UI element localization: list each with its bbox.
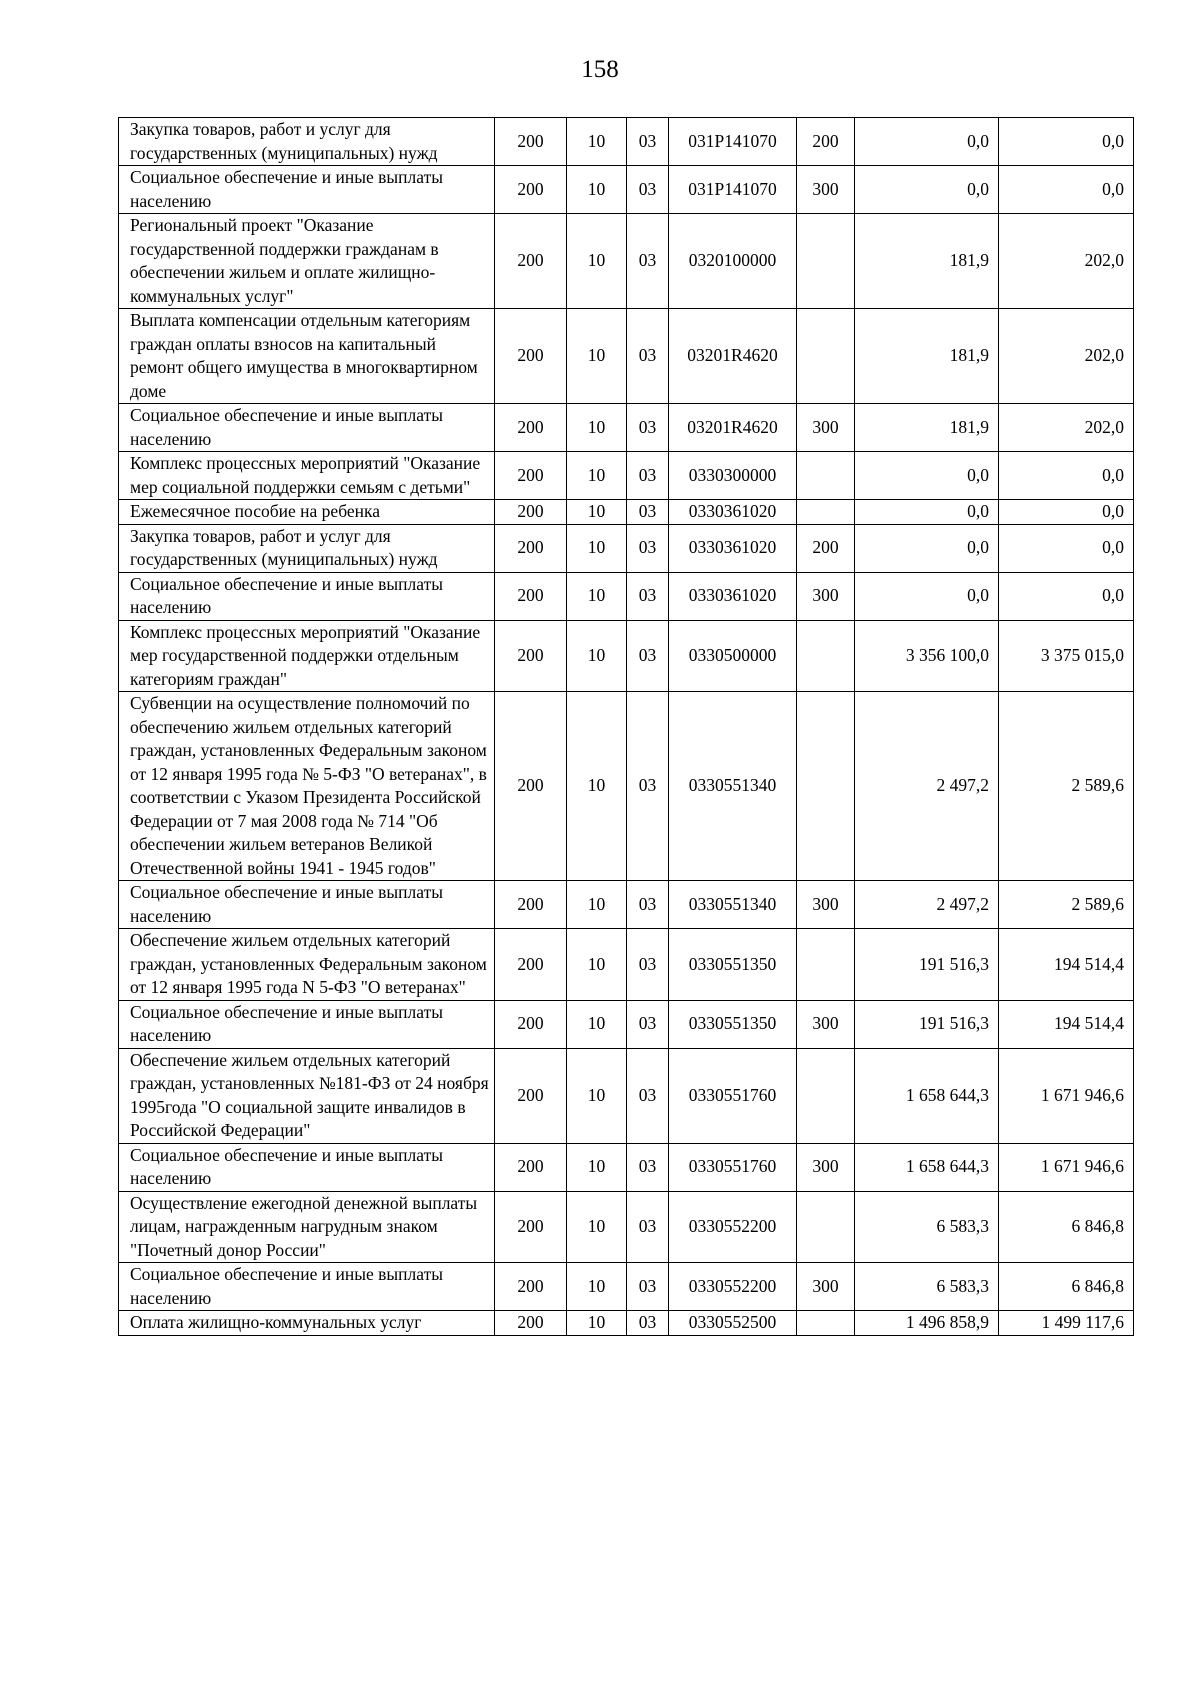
expense-type-code: 200 bbox=[797, 524, 855, 572]
ministry-code: 200 bbox=[495, 620, 567, 692]
subsection-code: 03 bbox=[627, 214, 669, 309]
amount-year-2: 1 499 117,6 bbox=[999, 1311, 1134, 1336]
subsection-code: 03 bbox=[627, 524, 669, 572]
expense-type-code bbox=[797, 1311, 855, 1336]
table-row bbox=[119, 524, 1134, 572]
amount-year-1: 0,0 bbox=[855, 118, 999, 166]
item-name: Обеспечение жильем отдельных категорий граждан, установленных Федеральным законом от 12 января 1995 года N 5-ФЗ "О ветеранах" bbox=[119, 929, 495, 1001]
amount-year-2: 0,0 bbox=[999, 452, 1134, 500]
ministry-code: 200 bbox=[495, 1143, 567, 1191]
table-row bbox=[119, 214, 1134, 309]
section-code: 10 bbox=[567, 1143, 627, 1191]
budget-table bbox=[118, 117, 1134, 1336]
subsection-code: 03 bbox=[627, 1263, 669, 1311]
table-row bbox=[119, 500, 1134, 525]
expense-type-code bbox=[797, 692, 855, 881]
target-article-code: 0330551760 bbox=[669, 1143, 797, 1191]
section-code: 10 bbox=[567, 929, 627, 1001]
amount-year-1: 181,9 bbox=[855, 309, 999, 404]
subsection-code: 03 bbox=[627, 572, 669, 620]
subsection-code: 03 bbox=[627, 1143, 669, 1191]
amount-year-1: 6 583,3 bbox=[855, 1263, 999, 1311]
target-article-code: 0330361020 bbox=[669, 500, 797, 525]
amount-year-1: 191 516,3 bbox=[855, 1000, 999, 1048]
target-article-code: 03201R4620 bbox=[669, 404, 797, 452]
subsection-code: 03 bbox=[627, 881, 669, 929]
item-name: Оплата жилищно-коммунальных услуг bbox=[119, 1311, 495, 1336]
table-row bbox=[119, 118, 1134, 166]
subsection-code: 03 bbox=[627, 309, 669, 404]
target-article-code: 031P141070 bbox=[669, 118, 797, 166]
amount-year-2: 1 671 946,6 bbox=[999, 1048, 1134, 1143]
table-row bbox=[119, 1143, 1134, 1191]
subsection-code: 03 bbox=[627, 166, 669, 214]
amount-year-1: 0,0 bbox=[855, 166, 999, 214]
amount-year-1: 0,0 bbox=[855, 452, 999, 500]
amount-year-1: 1 496 858,9 bbox=[855, 1311, 999, 1336]
amount-year-1: 191 516,3 bbox=[855, 929, 999, 1001]
ministry-code: 200 bbox=[495, 692, 567, 881]
ministry-code: 200 bbox=[495, 214, 567, 309]
expense-type-code: 300 bbox=[797, 572, 855, 620]
expense-type-code: 200 bbox=[797, 118, 855, 166]
section-code: 10 bbox=[567, 214, 627, 309]
table-row bbox=[119, 1263, 1134, 1311]
expense-type-code: 300 bbox=[797, 881, 855, 929]
amount-year-1: 3 356 100,0 bbox=[855, 620, 999, 692]
target-article-code: 031P141070 bbox=[669, 166, 797, 214]
amount-year-1: 1 658 644,3 bbox=[855, 1048, 999, 1143]
item-name: Комплекс процессных мероприятий "Оказание мер государственной поддержки отдельным категориям граждан" bbox=[119, 620, 495, 692]
target-article-code: 0330361020 bbox=[669, 572, 797, 620]
amount-year-1: 0,0 bbox=[855, 572, 999, 620]
table-row bbox=[119, 1000, 1134, 1048]
ministry-code: 200 bbox=[495, 500, 567, 525]
ministry-code: 200 bbox=[495, 404, 567, 452]
amount-year-2: 1 671 946,6 bbox=[999, 1143, 1134, 1191]
target-article-code: 0330552200 bbox=[669, 1263, 797, 1311]
ministry-code: 200 bbox=[495, 1311, 567, 1336]
amount-year-1: 1 658 644,3 bbox=[855, 1143, 999, 1191]
section-code: 10 bbox=[567, 881, 627, 929]
item-name: Социальное обеспечение и иные выплаты населению bbox=[119, 572, 495, 620]
amount-year-2: 202,0 bbox=[999, 404, 1134, 452]
table-row bbox=[119, 1191, 1134, 1263]
amount-year-2: 2 589,6 bbox=[999, 692, 1134, 881]
amount-year-2: 194 514,4 bbox=[999, 1000, 1134, 1048]
subsection-code: 03 bbox=[627, 620, 669, 692]
item-name: Закупка товаров, работ и услуг для государственных (муниципальных) нужд bbox=[119, 524, 495, 572]
item-name: Субвенции на осуществление полномочий по обеспечению жильем отдельных категорий граждан, установленных Федеральным законом от 12 января 1995 года № 5-ФЗ "О ветеранах", в соответствии с Указом Президента Российской Федерации от 7 мая 2008 года № 714 "Об обеспечении жильем ветеранов Великой Отечественной войны 1941 - 1945 годов" bbox=[119, 692, 495, 881]
subsection-code: 03 bbox=[627, 500, 669, 525]
subsection-code: 03 bbox=[627, 1191, 669, 1263]
ministry-code: 200 bbox=[495, 1263, 567, 1311]
amount-year-2: 2 589,6 bbox=[999, 881, 1134, 929]
section-code: 10 bbox=[567, 524, 627, 572]
subsection-code: 03 bbox=[627, 118, 669, 166]
amount-year-2: 6 846,8 bbox=[999, 1191, 1134, 1263]
amount-year-1: 2 497,2 bbox=[855, 881, 999, 929]
target-article-code: 03201R4620 bbox=[669, 309, 797, 404]
target-article-code: 0330552500 bbox=[669, 1311, 797, 1336]
table-row bbox=[119, 572, 1134, 620]
expense-type-code bbox=[797, 452, 855, 500]
amount-year-2: 0,0 bbox=[999, 118, 1134, 166]
item-name: Социальное обеспечение и иные выплаты населению bbox=[119, 166, 495, 214]
ministry-code: 200 bbox=[495, 572, 567, 620]
target-article-code: 0320100000 bbox=[669, 214, 797, 309]
ministry-code: 200 bbox=[495, 1048, 567, 1143]
table-row bbox=[119, 166, 1134, 214]
subsection-code: 03 bbox=[627, 404, 669, 452]
page-number: 158 bbox=[581, 56, 619, 83]
amount-year-1: 181,9 bbox=[855, 214, 999, 309]
section-code: 10 bbox=[567, 1191, 627, 1263]
table-row bbox=[119, 1311, 1134, 1336]
table-row bbox=[119, 452, 1134, 500]
table-row bbox=[119, 692, 1134, 881]
expense-type-code bbox=[797, 500, 855, 525]
amount-year-1: 0,0 bbox=[855, 500, 999, 525]
item-name: Социальное обеспечение и иные выплаты населению bbox=[119, 404, 495, 452]
amount-year-2: 194 514,4 bbox=[999, 929, 1134, 1001]
subsection-code: 03 bbox=[627, 1000, 669, 1048]
table-row bbox=[119, 881, 1134, 929]
item-name: Региональный проект "Оказание государственной поддержки гражданам в обеспечении жильем и оплате жилищно-коммунальных услуг" bbox=[119, 214, 495, 309]
ministry-code: 200 bbox=[495, 452, 567, 500]
section-code: 10 bbox=[567, 1000, 627, 1048]
target-article-code: 0330551760 bbox=[669, 1048, 797, 1143]
ministry-code: 200 bbox=[495, 881, 567, 929]
subsection-code: 03 bbox=[627, 929, 669, 1001]
table-row bbox=[119, 404, 1134, 452]
section-code: 10 bbox=[567, 620, 627, 692]
subsection-code: 03 bbox=[627, 1048, 669, 1143]
amount-year-2: 202,0 bbox=[999, 309, 1134, 404]
item-name: Социальное обеспечение и иные выплаты населению bbox=[119, 881, 495, 929]
expense-type-code: 300 bbox=[797, 166, 855, 214]
item-name: Социальное обеспечение и иные выплаты населению bbox=[119, 1263, 495, 1311]
section-code: 10 bbox=[567, 500, 627, 525]
target-article-code: 0330552200 bbox=[669, 1191, 797, 1263]
ministry-code: 200 bbox=[495, 118, 567, 166]
section-code: 10 bbox=[567, 1048, 627, 1143]
ministry-code: 200 bbox=[495, 1191, 567, 1263]
item-name: Социальное обеспечение и иные выплаты населению bbox=[119, 1143, 495, 1191]
target-article-code: 0330300000 bbox=[669, 452, 797, 500]
table-row bbox=[119, 929, 1134, 1001]
amount-year-2: 202,0 bbox=[999, 214, 1134, 309]
item-name: Ежемесячное пособие на ребенка bbox=[119, 500, 495, 525]
section-code: 10 bbox=[567, 309, 627, 404]
table-row bbox=[119, 1048, 1134, 1143]
subsection-code: 03 bbox=[627, 692, 669, 881]
amount-year-1: 181,9 bbox=[855, 404, 999, 452]
amount-year-2: 6 846,8 bbox=[999, 1263, 1134, 1311]
ministry-code: 200 bbox=[495, 1000, 567, 1048]
expense-type-code: 300 bbox=[797, 1000, 855, 1048]
target-article-code: 0330361020 bbox=[669, 524, 797, 572]
item-name: Социальное обеспечение и иные выплаты населению bbox=[119, 1000, 495, 1048]
amount-year-1: 6 583,3 bbox=[855, 1191, 999, 1263]
section-code: 10 bbox=[567, 1263, 627, 1311]
target-article-code: 0330551350 bbox=[669, 929, 797, 1001]
subsection-code: 03 bbox=[627, 452, 669, 500]
section-code: 10 bbox=[567, 452, 627, 500]
ministry-code: 200 bbox=[495, 309, 567, 404]
expense-type-code: 300 bbox=[797, 1263, 855, 1311]
section-code: 10 bbox=[567, 692, 627, 881]
amount-year-2: 0,0 bbox=[999, 572, 1134, 620]
expense-type-code: 300 bbox=[797, 404, 855, 452]
section-code: 10 bbox=[567, 404, 627, 452]
target-article-code: 0330551340 bbox=[669, 881, 797, 929]
subsection-code: 03 bbox=[627, 1311, 669, 1336]
ministry-code: 200 bbox=[495, 929, 567, 1001]
item-name: Закупка товаров, работ и услуг для государственных (муниципальных) нужд bbox=[119, 118, 495, 166]
section-code: 10 bbox=[567, 1311, 627, 1336]
amount-year-1: 2 497,2 bbox=[855, 692, 999, 881]
table-row bbox=[119, 620, 1134, 692]
expense-type-code: 300 bbox=[797, 1143, 855, 1191]
item-name: Осуществление ежегодной денежной выплаты лицам, награжденным нагрудным знаком "Почетный донор России" bbox=[119, 1191, 495, 1263]
amount-year-2: 3 375 015,0 bbox=[999, 620, 1134, 692]
expense-type-code bbox=[797, 214, 855, 309]
expense-type-code bbox=[797, 1048, 855, 1143]
amount-year-2: 0,0 bbox=[999, 500, 1134, 525]
amount-year-1: 0,0 bbox=[855, 524, 999, 572]
amount-year-2: 0,0 bbox=[999, 524, 1134, 572]
expense-type-code bbox=[797, 620, 855, 692]
expense-type-code bbox=[797, 309, 855, 404]
expense-type-code bbox=[797, 929, 855, 1001]
target-article-code: 0330551350 bbox=[669, 1000, 797, 1048]
item-name: Выплата компенсации отдельным категориям граждан оплаты взносов на капитальный ремонт общего имущества в многоквартирном доме bbox=[119, 309, 495, 404]
item-name: Обеспечение жильем отдельных категорий граждан, установленных №181-ФЗ от 24 ноября 1995года "О социальной защите инвалидов в Российской Федерации" bbox=[119, 1048, 495, 1143]
amount-year-2: 0,0 bbox=[999, 166, 1134, 214]
table-row bbox=[119, 309, 1134, 404]
item-name: Комплекс процессных мероприятий "Оказание мер социальной поддержки семьям с детьми" bbox=[119, 452, 495, 500]
target-article-code: 0330551340 bbox=[669, 692, 797, 881]
expense-type-code bbox=[797, 1191, 855, 1263]
section-code: 10 bbox=[567, 118, 627, 166]
target-article-code: 0330500000 bbox=[669, 620, 797, 692]
section-code: 10 bbox=[567, 166, 627, 214]
ministry-code: 200 bbox=[495, 524, 567, 572]
ministry-code: 200 bbox=[495, 166, 567, 214]
section-code: 10 bbox=[567, 572, 627, 620]
